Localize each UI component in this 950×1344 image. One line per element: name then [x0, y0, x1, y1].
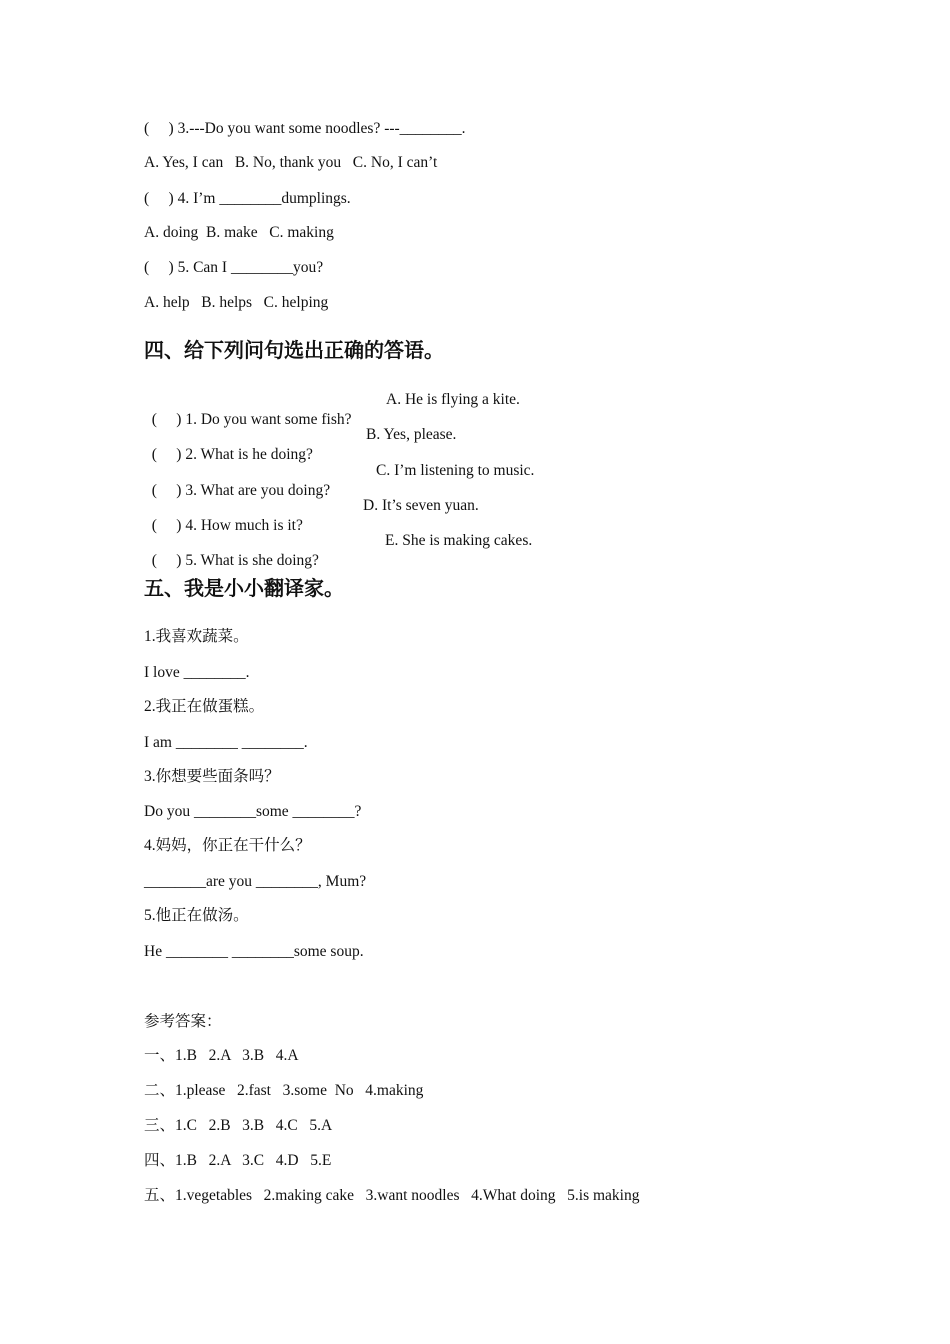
match-question: ( ) 4. How much is it?	[151, 517, 303, 534]
translation-chinese-3: 3.你想要些面条吗？	[144, 768, 280, 785]
translation-english-4: ________are you ________, Mum?	[144, 873, 367, 890]
translation-english-1: I love ________.	[144, 664, 250, 681]
answer-line-2: 二、1.please 2.fast 3.some No 4.making	[144, 1082, 424, 1099]
options-3-3: A. Yes, I can B. No, thank you C. No, I can’t	[144, 154, 438, 171]
answer-line-5: 五、1.vegetables 2.making cake 3.want noodles 4.What doing 5.is making	[144, 1187, 640, 1204]
match-question: ( ) 1. Do you want some fish?	[151, 411, 352, 428]
answer-line-1: 一、1.B 2.A 3.B 4.A	[144, 1047, 299, 1064]
match-answer: C. I’m listening to music.	[376, 462, 535, 479]
translation-chinese-2: 2.我正在做蛋糕。	[144, 698, 265, 715]
section-5-heading: 五、我是小小翻译家。	[144, 576, 344, 600]
question-3-3: ( ) 3.---Do you want some noodles? ---________.	[144, 120, 466, 137]
match-answer: D. It’s seven yuan.	[363, 497, 479, 514]
match-question: ( ) 5. What is she doing?	[151, 552, 319, 569]
translation-english-2: I am ________ ________.	[144, 734, 308, 751]
translation-chinese-4: 4.妈妈，你正在干什么？	[144, 837, 311, 854]
match-answer: A. He is flying a kite.	[386, 391, 520, 408]
answer-key-title: 参考答案：	[144, 1013, 222, 1030]
answer-line-3: 三、1.C 2.B 3.B 4.C 5.A	[144, 1117, 333, 1134]
translation-chinese-5: 5.他正在做汤。	[144, 907, 249, 924]
options-3-4: A. doing B. make C. making	[144, 224, 334, 241]
match-answer: B. Yes, please.	[366, 426, 457, 443]
match-answer: E. She is making cakes.	[385, 532, 533, 549]
match-question: ( ) 2. What is he doing?	[151, 446, 313, 463]
translation-english-5: He ________ ________some soup.	[144, 943, 364, 960]
options-3-5: A. help B. helps C. helping	[144, 294, 329, 311]
question-3-5: ( ) 5. Can I ________you?	[144, 259, 324, 276]
translation-chinese-1: 1.我喜欢蔬菜。	[144, 628, 249, 645]
translation-english-3: Do you ________some ________?	[144, 803, 362, 820]
question-3-4: ( ) 4. I’m ________dumplings.	[144, 190, 351, 207]
answer-line-4: 四、1.B 2.A 3.C 4.D 5.E	[144, 1152, 332, 1169]
section-4-heading: 四、给下列问句选出正确的答语。	[144, 338, 444, 362]
match-question: ( ) 3. What are you doing?	[151, 482, 331, 499]
